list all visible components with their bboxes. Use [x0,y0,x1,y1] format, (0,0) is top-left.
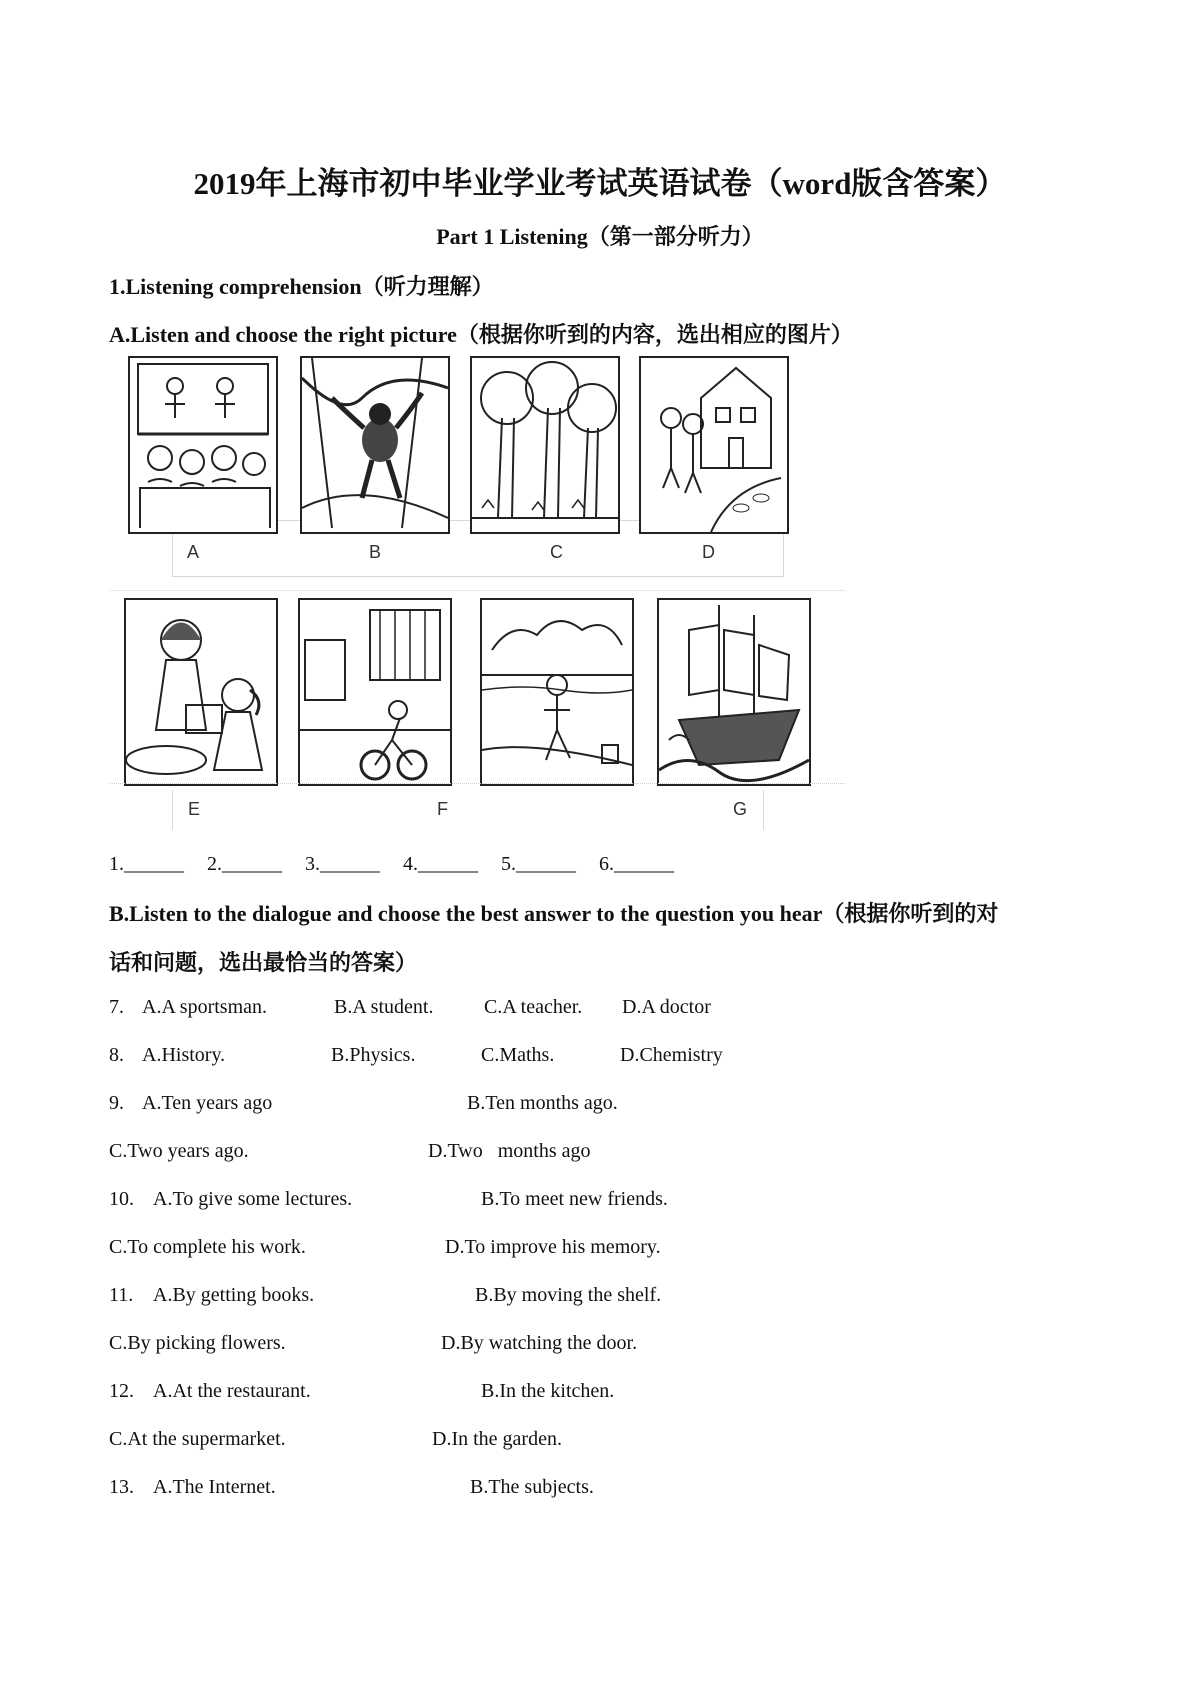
option-d: D.By watching the door. [441,1332,638,1354]
option-c: C.At the supermarket. [109,1428,286,1450]
answer-blank-3: 3.______ [305,853,380,875]
question-number: 9. [109,1092,124,1114]
answer-blank-2: 2.______ [207,853,282,875]
section-heading-b-continued: 话和问题，选出最恰当的答案） [109,950,418,975]
answer-blank-4: 4.______ [403,853,478,875]
option-c: C.A teacher. [484,996,583,1018]
divider [110,783,845,784]
picture-label-f: F [437,799,448,819]
picture-label-frame-row2 [172,790,764,830]
section-heading-b: B.Listen to the dialogue and choose the best answer to the question you hear（根据你听到的对 [109,901,999,926]
picture-f [298,598,452,786]
picture-label-c: C [550,542,563,562]
picture-label-a: A [187,542,200,562]
option-a: A.By getting books. [153,1284,315,1306]
option-d: D.Two months ago [428,1140,591,1162]
picture-label-d: D [702,542,715,562]
mother-daughter-gift-illustration [126,600,276,784]
option-c: C.By picking flowers. [109,1332,286,1354]
divider [110,590,845,591]
puppet-show-illustration [130,358,276,532]
option-a: A.To give some lectures. [153,1188,353,1210]
picture-g [480,598,634,786]
picture-d [639,356,789,534]
beach-boy-illustration [482,600,632,784]
question-number: 8. [109,1044,124,1066]
question-number: 11. [109,1284,134,1306]
answer-blanks [109,853,692,876]
option-b: B.Ten months ago. [467,1092,618,1114]
option-b: B.Physics. [331,1044,416,1066]
answer-blank-6: 6.______ [599,853,674,875]
option-a: A.History. [142,1044,226,1066]
boy-riding-bike-illustration [300,600,450,784]
question-number: 10. [109,1188,134,1210]
option-c: C.To complete his work. [109,1236,306,1258]
picture-label-b: B [369,542,382,562]
sailing-ship-illustration [659,600,809,784]
picture-c [470,356,620,534]
picture-h [657,598,811,786]
option-b: B.By moving the shelf. [475,1284,662,1306]
house-children-illustration [641,358,787,532]
option-b: B.A student. [334,996,434,1018]
option-b: B.The subjects. [470,1476,594,1498]
section-heading-a: A.Listen and choose the right picture（根据你听到的内容，选出相应的图片） [109,322,853,347]
option-b: B.To meet new friends. [481,1188,668,1210]
document-title: 2019年上海市初中毕业学业考试英语试卷（word版含答案） [193,166,1007,201]
picture-a [128,356,278,534]
part-heading: Part 1 Listening（第一部分听力） [436,224,764,249]
option-d: D.To improve his memory. [445,1236,661,1258]
question-number: 7. [109,996,124,1018]
picture-label-g: G [733,799,748,819]
question-number: 12. [109,1380,134,1402]
picture-label-e: E [188,799,201,819]
option-b: B.In the kitchen. [481,1380,615,1402]
option-a: A.At the restaurant. [153,1380,311,1402]
option-a: A.Ten years ago [142,1092,273,1114]
picture-b [300,356,450,534]
option-c: C.Maths. [481,1044,555,1066]
question-number: 13. [109,1476,134,1498]
monkey-illustration [302,358,448,532]
option-a: A.The Internet. [153,1476,276,1498]
option-d: D.In the garden. [432,1428,562,1450]
answer-blank-1: 1.______ [109,853,184,875]
option-a: A.A sportsman. [142,996,267,1018]
picture-e [124,598,278,786]
forest-illustration [472,358,618,532]
option-c: C.Two years ago. [109,1140,249,1162]
section-heading-listening: 1.Listening comprehension（听力理解） [109,274,494,299]
option-d: D.A doctor [622,996,711,1018]
option-d: D.Chemistry [620,1044,723,1066]
answer-blank-5: 5.______ [501,853,576,875]
